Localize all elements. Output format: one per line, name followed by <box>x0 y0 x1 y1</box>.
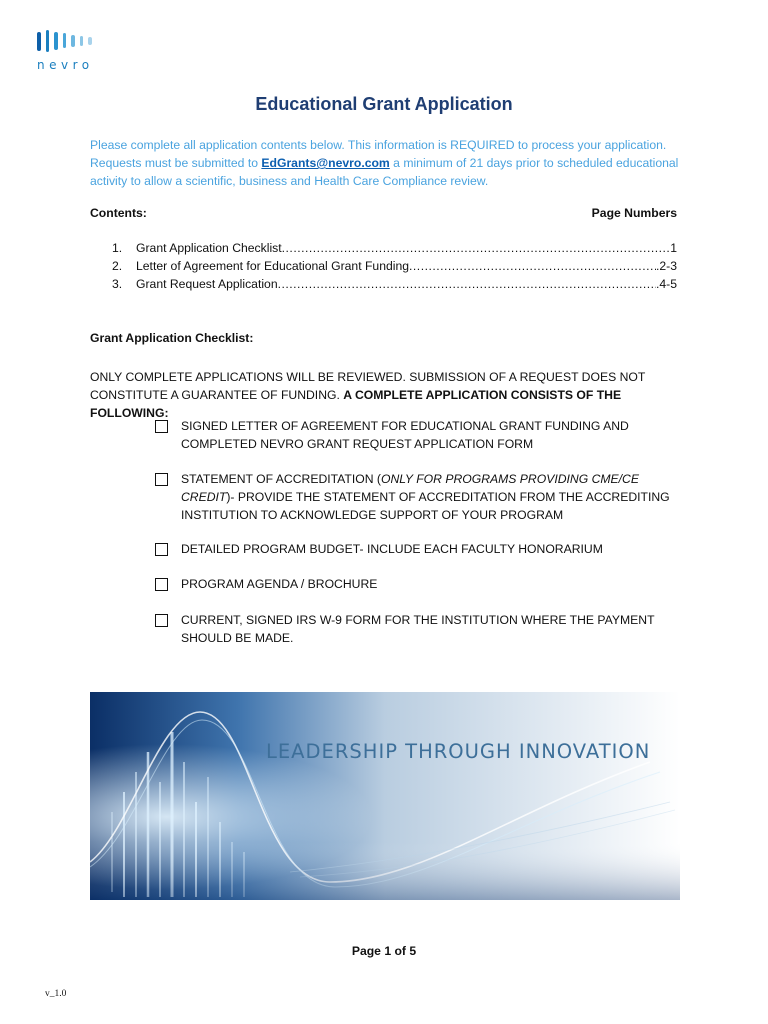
toc-item <box>112 259 677 277</box>
logo-bars-icon <box>37 30 99 52</box>
nevro-logo <box>35 30 99 74</box>
application-notice <box>90 368 690 422</box>
logo-wordmark: nevro <box>37 58 94 72</box>
table-of-contents <box>112 241 677 295</box>
toc-dot-leader <box>278 277 656 291</box>
checklist-item-text: DETAILED PROGRAM BUDGET- INCLUDE EACH FACULTY HONORARIUM <box>181 542 603 556</box>
waveform-graphic-icon <box>90 692 680 900</box>
intro-text-end: a minimum of 21 days prior to scheduled educational activity to allow a scientific, business and Health Care Compliance review. <box>90 156 679 188</box>
checklist-item-text: PROGRAM AGENDA / BROCHURE <box>181 577 378 591</box>
toc-item-label: Letter of Agreement for Educational Grant Funding <box>136 259 410 273</box>
notice-emphasis: A COMPLETE APPLICATION CONSISTS OF THE FOLLOWING: <box>90 388 622 420</box>
checklist-item-text: SIGNED LETTER OF AGREEMENT FOR EDUCATIONAL GRANT FUNDING AND COMPLETED NEVRO GRANT REQUEST APPLICATION FORM <box>181 419 629 451</box>
checkbox[interactable] <box>155 614 168 627</box>
page-number: Page 1 of 5 <box>351 944 417 958</box>
checklist-item <box>155 417 685 453</box>
intro-text-start: Please complete all application contents below. This information is REQUIRED to process your application. Requests must be submitted to <box>90 138 667 170</box>
intro-paragraph <box>90 136 690 190</box>
toc-item <box>112 241 677 259</box>
toc-item-label: Grant Request Application <box>136 277 278 291</box>
checklist-item-text <box>181 470 685 524</box>
checklist-text-part: STATEMENT OF ACCREDITATION ( <box>181 472 381 486</box>
toc-item-number: 2. <box>112 259 123 273</box>
checklist-item <box>155 470 685 524</box>
banner-tagline: LEADERSHIP THROUGH INNOVATION <box>266 740 651 763</box>
checklist-heading: Grant Application Checklist: <box>90 331 254 345</box>
logo-bar <box>71 35 75 47</box>
checklist-item <box>155 611 685 647</box>
toc-item-number: 1. <box>112 241 123 255</box>
contents-label: Contents: <box>90 206 147 220</box>
logo-bar <box>88 37 92 45</box>
logo-bar <box>80 36 84 46</box>
toc-item <box>112 277 677 295</box>
checklist-item <box>155 540 685 558</box>
toc-item-number: 3. <box>112 277 123 291</box>
toc-item-page: .4-5 <box>655 277 677 291</box>
version-label: v_1.0 <box>45 989 67 999</box>
page-numbers-label: Page Numbers <box>591 206 677 220</box>
leadership-banner <box>90 692 680 900</box>
checklist-text-part: )- PROVIDE THE STATEMENT OF ACCREDITATION FROM THE ACCREDITING INSTITUTION TO ACKNOWLEDGE SUPPORT OF YOUR PROGRAM <box>181 490 670 522</box>
checklist-item-text: CURRENT, SIGNED IRS W-9 FORM FOR THE INSTITUTION WHERE THE PAYMENT SHOULD BE MADE. <box>181 613 655 645</box>
page-title: Educational Grant Application <box>255 94 513 114</box>
logo-bar <box>54 32 58 50</box>
checkbox[interactable] <box>155 578 168 591</box>
logo-bar <box>63 33 67 48</box>
toc-dot-leader <box>409 259 656 273</box>
toc-item-page: .2-3 <box>655 259 677 273</box>
toc-dot-leader <box>282 241 671 255</box>
email-link[interactable]: EdGrants@nevro.com <box>261 156 390 170</box>
checklist-item <box>155 575 685 593</box>
logo-bar <box>46 30 50 52</box>
toc-item-label: Grant Application Checklist <box>136 241 282 255</box>
notice-text: ONLY COMPLETE APPLICATIONS WILL BE REVIEWED. SUBMISSION OF A REQUEST DOES NOT CONSTITUTE A GUARANTEE OF FUNDING. <box>90 370 646 402</box>
toc-item-page: 1 <box>670 241 677 255</box>
logo-bar <box>37 32 41 51</box>
checklist-text-italic: ONLY FOR PROGRAMS PROVIDING CME/CE CREDIT <box>181 472 639 504</box>
checkbox[interactable] <box>155 473 168 486</box>
checkbox[interactable] <box>155 543 168 556</box>
checkbox[interactable] <box>155 420 168 433</box>
